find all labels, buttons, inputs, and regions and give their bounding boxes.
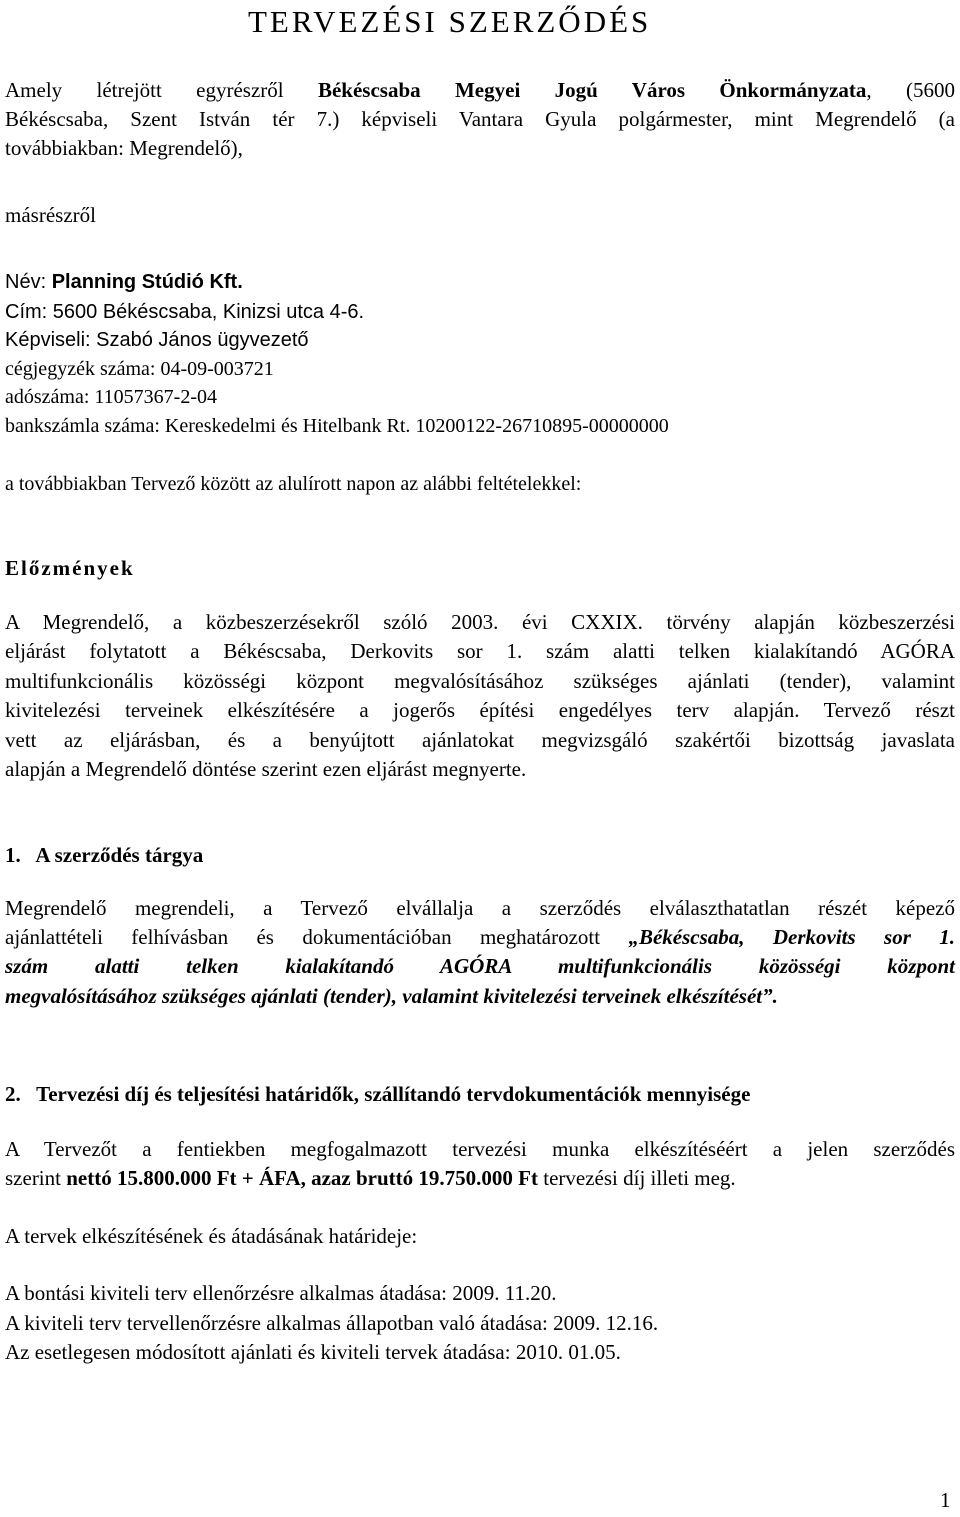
elozmenyek-line-3: multifunkcionális közösségi központ megvalósításához szükséges ajánlati (tender), valamint bbox=[5, 669, 955, 693]
section-1-line-2: ajánlattételi felhívásban és dokumentációban meghatározott „Békéscsaba, Derkovits sor 1. bbox=[5, 925, 955, 949]
section-1-heading: 1. A szerződés tárgya bbox=[5, 843, 204, 867]
party-address: Cím: 5600 Békéscsaba, Kinizsi utca 4-6. bbox=[5, 301, 365, 323]
deadline-item: A kiviteli terv tervellenőrzésre alkalmas állapotban való átadása: 2009. 12.16. bbox=[5, 1311, 659, 1335]
elozmenyek-line-4: kivitelezési terveinek elkészítésére a jogerős építési engedélyes terv alapján. Tervező részt bbox=[5, 698, 955, 722]
intro-line-2: Békéscsaba, Szent István tér 7.) képviseli Vantara Gyula polgármester, mint Megrendelő (a bbox=[5, 107, 955, 131]
deadline-intro: A tervek elkészítésének és átadásának határideje: bbox=[5, 1224, 418, 1248]
fee-amount: nettó 15.800.000 Ft + ÁFA, azaz bruttó 19.750.000 Ft bbox=[66, 1166, 538, 1190]
conditions-line: a továbbiakban Tervező között az alulírott napon az alábbi feltételekkel: bbox=[5, 473, 582, 495]
municipality-name: Békéscsaba Megyei Jogú Város Önkormányzata bbox=[317, 78, 867, 102]
party-name: Név: Planning Stúdió Kft. bbox=[5, 271, 243, 293]
party-tax: adószáma: 11057367-2-04 bbox=[5, 386, 217, 408]
elozmenyek-line-6: alapján a Megrendelő döntése szerint ezen eljárást megnyerte. bbox=[5, 757, 527, 781]
elozmenyek-line-1: A Megrendelő, a közbeszerzésekről szóló 2003. évi CXXIX. törvény alapján közbeszerzési bbox=[5, 610, 955, 634]
intro-line-3: továbbiakban: Megrendelő), bbox=[5, 136, 243, 160]
document-title: TERVEZÉSI SZERZŐDÉS bbox=[248, 4, 652, 39]
party-representative: Képviseli: Szabó János ügyvezető bbox=[5, 329, 309, 351]
party-bank: bankszámla száma: Kereskedelmi és Hitelbank Rt. 10200122-26710895-00000000 bbox=[5, 415, 669, 437]
section-2-heading: 2. Tervezési díj és teljesítési határidők, szállítandó tervdokumentációk mennyisége bbox=[5, 1082, 751, 1106]
page-number: 1 bbox=[940, 1488, 951, 1512]
masreszrol-text: másrészről bbox=[5, 203, 96, 227]
elozmenyek-heading: Előzmények bbox=[5, 556, 135, 580]
intro-line-1: Amely létrejött egyrészről Békéscsaba Megyei Jogú Város Önkormányzata, (5600 bbox=[5, 78, 955, 102]
section-1-line-3: szám alatti telken kialakítandó AGÓRA multifunkcionális közösségi központ bbox=[5, 954, 955, 978]
elozmenyek-line-2: eljárást folytatott a Békéscsaba, Derkovits sor 1. szám alatti telken kialakítandó AGÓRA bbox=[5, 639, 955, 663]
deadline-item: Az esetlegesen módosított ajánlati és kiviteli tervek átadása: 2010. 01.05. bbox=[5, 1340, 621, 1364]
fee-line-1: A Tervezőt a fentiekben megfogalmazott tervezési munka elkészítéséért a jelen szerződés bbox=[5, 1137, 955, 1161]
elozmenyek-line-5: vett az eljárásban, és a benyújtott ajánlatokat megvizsgáló szakértői bizottság javaslata bbox=[5, 728, 955, 752]
section-1-line-4: megvalósításához szükséges ajánlati (tender), valamint kivitelezési terveinek elkészítését”. bbox=[5, 984, 778, 1008]
deadline-item: A bontási kiviteli terv ellenőrzésre alkalmas átadása: 2009. 11.20. bbox=[5, 1281, 557, 1305]
fee-line-2: szerint nettó 15.800.000 Ft + ÁFA, azaz bruttó 19.750.000 Ft tervezési díj illeti meg. bbox=[5, 1166, 736, 1190]
party-registry: cégjegyzék száma: 04-09-003721 bbox=[5, 358, 274, 380]
section-1-line-1: Megrendelő megrendeli, a Tervező elvállalja a szerződés elválaszthatatlan részét képező bbox=[5, 896, 955, 920]
